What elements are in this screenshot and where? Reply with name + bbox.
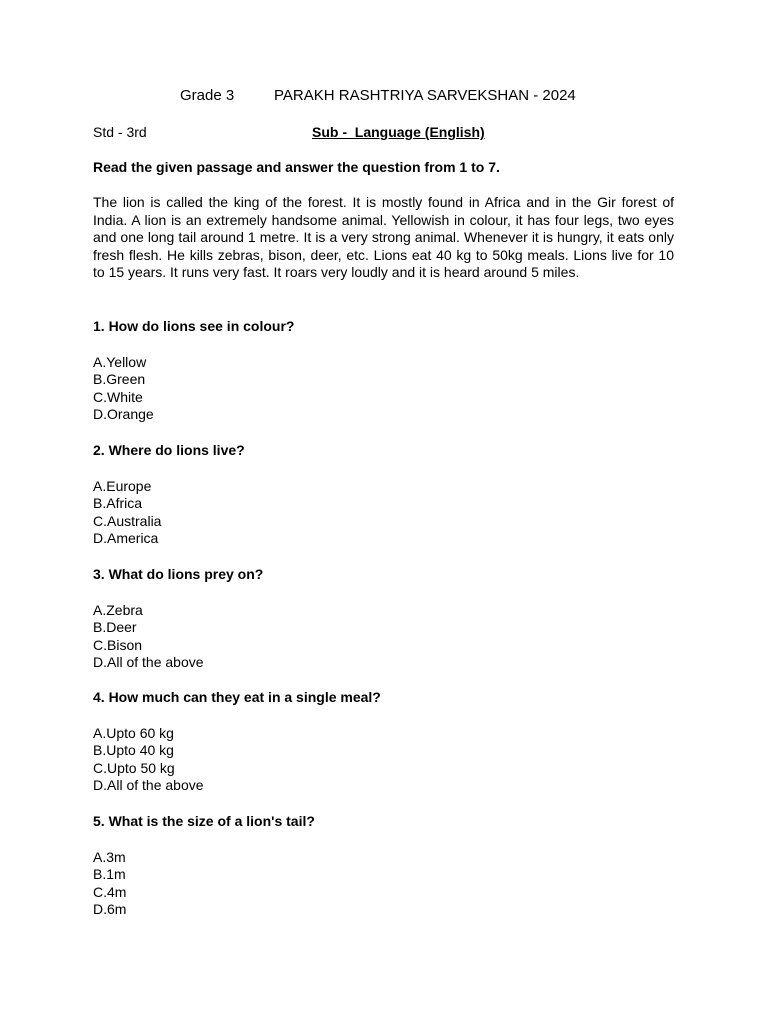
question-text: 1. How do lions see in colour? — [93, 318, 295, 334]
question-block — [93, 318, 674, 424]
option-list — [93, 354, 674, 424]
question-block — [93, 689, 674, 795]
option-d: D.6m — [93, 901, 127, 918]
question-text: 3. What do lions prey on? — [93, 566, 264, 582]
question-text: 4. How much can they eat in a single meal? — [93, 689, 381, 705]
option-a: A.3m — [93, 848, 126, 865]
option-b: B.1m — [93, 866, 126, 883]
option-list — [93, 849, 674, 919]
question-block — [93, 442, 674, 548]
option-a: A.Zebra — [93, 601, 143, 618]
worksheet-header — [180, 87, 576, 105]
question-block — [93, 566, 674, 672]
option-c: C.Bison — [93, 636, 143, 653]
question-text: 2. Where do lions live? — [93, 442, 245, 458]
option-list — [93, 725, 674, 795]
option-b: B.Africa — [93, 495, 143, 512]
option-c: C.4m — [93, 883, 127, 900]
question-text: 5. What is the size of a lion's tail? — [93, 813, 315, 829]
option-d: D.America — [93, 530, 159, 547]
option-d: D.All of the above — [93, 777, 204, 794]
reading-passage: The lion is called the king of the forest. It is mostly found in Africa and in the Gir forest of India. A lion is an extremely handsome animal. Yellowish in colour, it has four legs, two eyes and one long tail around 1 metre. It is a very strong animal. Whenever it is hungry, it eats only fresh flesh. He kills zebras, bison, deer, etc. Lions eat 40 kg to 50kg meals. Lions live for 10 to 15 years. It runs very fast. It roars very loudly and it is heard around 5 miles. — [93, 194, 674, 281]
option-b: B.Upto 40 kg — [93, 742, 174, 759]
grade-label: Grade 3 — [180, 87, 235, 104]
std-label: Std - 3rd — [93, 124, 147, 140]
option-c: C.Upto 50 kg — [93, 759, 175, 776]
option-a: A.Upto 60 kg — [93, 724, 174, 741]
option-list — [93, 478, 674, 548]
option-b: B.Green — [93, 371, 146, 388]
question-block — [93, 813, 674, 919]
option-a: A.Yellow — [93, 353, 147, 370]
option-b: B.Deer — [93, 619, 137, 636]
option-c: C.White — [93, 388, 143, 405]
subject-label: Sub - Language (English) — [312, 124, 485, 140]
option-d: D.Orange — [93, 406, 154, 423]
option-a: A.Europe — [93, 477, 152, 494]
option-c: C.Australia — [93, 512, 162, 529]
option-list — [93, 602, 674, 672]
option-d: D.All of the above — [93, 654, 204, 671]
instruction-text: Read the given passage and answer the question from 1 to 7. — [93, 159, 500, 175]
survey-title: PARAKH RASHTRIYA SARVEKSHAN - 2024 — [274, 87, 576, 104]
